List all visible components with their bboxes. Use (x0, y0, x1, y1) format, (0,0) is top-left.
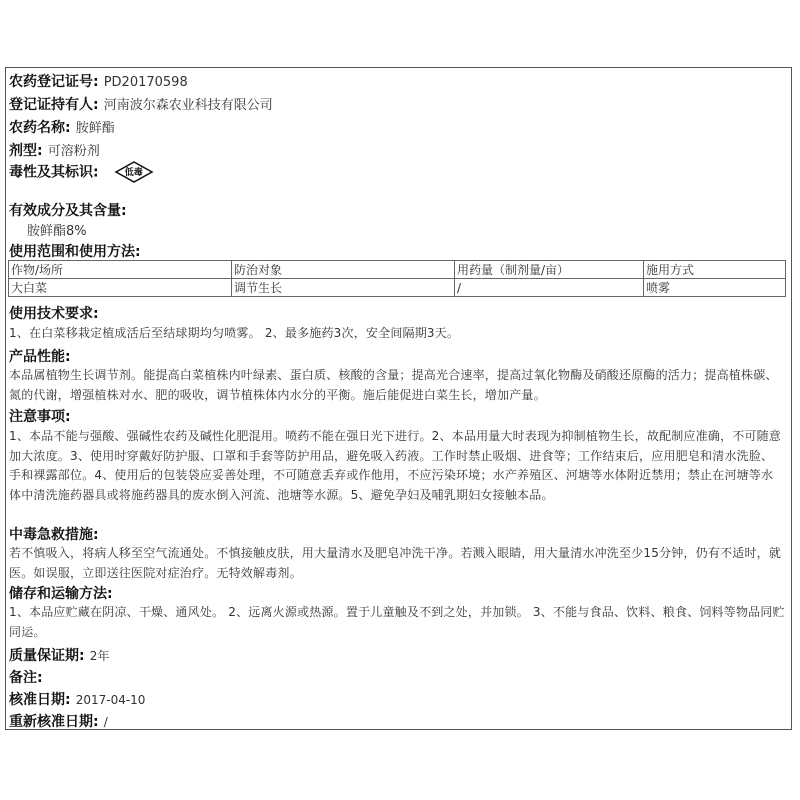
storage-label: 储存和运输方法: (9, 586, 113, 602)
usage-cell-dosage: / (455, 279, 644, 297)
usage-header-target: 防治对象 (232, 261, 455, 279)
tech-label: 使用技术要求: (9, 306, 99, 322)
form-row (9, 140, 788, 160)
warranty-label: 质量保证期: (9, 648, 85, 664)
warranty-value: 2年 (89, 649, 110, 663)
usage-header-dosage: 用药量（制剂量/亩） (455, 261, 644, 279)
ingredient-label: 有效成分及其含量: (9, 203, 127, 219)
precautions-label-row (9, 406, 788, 426)
warranty-row (9, 645, 788, 665)
tech-text: 1、在白菜移栽定植成活后至结球期均匀喷雾。 2、最多施药3次，安全间隔期3天。 (9, 326, 460, 340)
remarks-label: 备注: (9, 670, 43, 686)
table-row (9, 279, 786, 297)
ingredient-label-row (9, 200, 788, 220)
storage-text: 1、本品应贮藏在阴凉、干燥、通风处。 2、远离火源或热源。置于儿童触及不到之处，并加锁。 3、不能与食品、饮料、粮食、饲料等物品同贮同运。 (9, 605, 785, 639)
ingredient-value: 胺鲜酯8% (27, 224, 87, 239)
usage-label-row (9, 241, 788, 261)
reapproval-row (9, 711, 788, 730)
reg-no-row (9, 71, 788, 91)
reg-no-label: 农药登记证号: (9, 74, 99, 90)
reg-no-value: PD20170598 (103, 75, 188, 90)
holder-row (9, 94, 788, 114)
tech-label-row (9, 303, 788, 323)
name-value: 胺鲜酯 (75, 121, 115, 136)
reapproval-value: / (103, 715, 108, 729)
toxicity-row (9, 161, 788, 183)
performance-label: 产品性能: (9, 349, 71, 365)
name-label: 农药名称: (9, 120, 71, 136)
usage-header-method: 施用方式 (644, 261, 786, 279)
precautions-text: 1、本品不能与强酸、强碱性农药及碱性化肥混用。喷药不能在强日光下进行。2、本品用量大时表现为抑制植物生长，故配制应准确，不可随意加大浓度。3、使用时穿戴好防护服、口罩和手套等防护用品，避免吸入药液。工作时禁止吸烟、进食等；工作结束后，应用肥皂和清水洗脸、手和裸露部位。4、使用后的包装袋应妥善处理，不可随意丢弃或作他用，不应污染环境；水产养殖区、河塘等水体附近禁用；禁止在河塘等水体中清洗施药器具或将施药器具的废水倒入河流、池塘等水源。5、避免孕妇及哺乳期妇女接触本品。 (9, 429, 782, 502)
performance-label-row (9, 346, 788, 366)
toxicity-mark-text: 低毒 (124, 168, 143, 178)
usage-cell-target: 调节生长 (232, 279, 455, 297)
first-aid-label-row (9, 524, 788, 544)
usage-cell-method: 喷雾 (644, 279, 786, 297)
ingredient-value-row (27, 220, 788, 239)
approval-value: 2017-04-10 (75, 693, 146, 707)
reapproval-label: 重新核准日期: (9, 714, 99, 730)
approval-row (9, 689, 788, 709)
form-label: 剂型: (9, 143, 43, 159)
name-row (9, 117, 788, 137)
approval-label: 核准日期: (9, 692, 71, 708)
first-aid-text: 若不慎吸入，将病人移至空气流通处。不慎接触皮肤，用大量清水及肥皂冲洗干净。若溅入眼睛，用大量清水冲洗至少15分钟，仍有不适时，就医。如误服，立即送往医院对症治疗。无特效解毒剂。 (9, 546, 782, 580)
usage-label: 使用范围和使用方法: (9, 244, 141, 260)
usage-table (8, 260, 786, 297)
performance-text: 本品属植物生长调节剂。能提高白菜植株内叶绿素、蛋白质、核酸的含量；提高光合速率，提高过氧化物酶及硝酸还原酶的活力；提高植株碳、氮的代谢，增强植株对水、肥的吸收，调节植株体内水分的平衡。施后能促进白菜生长，增加产量。 (9, 368, 778, 402)
holder-label: 登记证持有人: (9, 97, 99, 113)
low-toxicity-diamond-icon (114, 161, 154, 183)
usage-cell-crop: 大白菜 (9, 279, 232, 297)
storage-label-row (9, 583, 788, 603)
precautions-label: 注意事项: (9, 409, 71, 425)
pesticide-label-sheet (5, 67, 792, 730)
usage-table-header-row (9, 261, 786, 279)
first-aid-label: 中毒急救措施: (9, 527, 99, 543)
form-value: 可溶粉剂 (47, 144, 100, 159)
remarks-row (9, 667, 788, 687)
usage-header-crop: 作物/场所 (9, 261, 232, 279)
holder-value: 河南波尔森农业科技有限公司 (103, 98, 273, 113)
toxicity-label: 毒性及其标识: (9, 164, 99, 181)
